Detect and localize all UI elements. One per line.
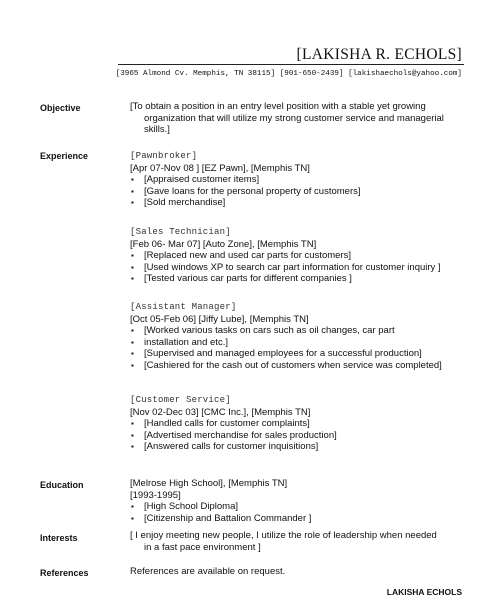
job-title: [Sales Technician]: [130, 227, 231, 237]
job-meta: [Oct 05-Feb 06] [Jiffy Lube], [Memphis TN]: [130, 313, 309, 325]
list-item: ▪ [Tested various car parts for different companies ]: [130, 273, 441, 285]
objective-line: organization that will utilize my strong customer service and managerial: [144, 112, 444, 124]
section-label-references: References: [40, 568, 89, 578]
job-duties: [130, 174, 361, 209]
job-meta: [Apr 07-Nov 08 ] [EZ Pawn], [Memphis TN]: [130, 162, 310, 174]
resume-name: [LAKISHA R. ECHOLS]: [296, 46, 462, 63]
list-item: ▪ [Supervised and managed employees for a successful production]: [130, 348, 442, 360]
school-name: [Melrose High School], [Memphis TN]: [130, 478, 288, 489]
interests-text: [130, 530, 437, 553]
objective-line: [To obtain a position in an entry level position with a stable yet growing: [130, 101, 426, 112]
list-item: ▪ [High School Diploma]: [130, 501, 311, 513]
list-item: ▪ [Used windows XP to search car part information for customer inquiry ]: [130, 262, 441, 274]
job-entry: [130, 151, 361, 209]
section-label-interests: Interests: [40, 533, 78, 543]
section-label-experience: Experience: [40, 151, 89, 161]
list-item: ▪ [Worked various tasks on cars such as oil changes, car part: [130, 325, 442, 337]
header-rule: [118, 64, 464, 65]
list-item: ▪ [Appraised customer items]: [130, 174, 361, 186]
education-details: [130, 501, 311, 524]
section-label-objective: Objective: [40, 103, 81, 113]
interests-line: [ I enjoy meeting new people, I utilize the role of leadership when needed: [130, 530, 437, 541]
job-meta: [Feb 06- Mar 07] [Auto Zone], [Memphis TN]: [130, 238, 317, 250]
school-years: [1993-1995]: [130, 489, 181, 501]
list-item: ▪ [Handled calls for customer complaints]: [130, 418, 337, 430]
list-item: ▪ [Sold merchandise]: [130, 197, 361, 209]
job-title: [Customer Service]: [130, 395, 231, 405]
job-entry: [130, 302, 442, 371]
list-item: ▪ installation and etc.]: [130, 337, 442, 349]
interests-line: in a fast pace environment ]: [144, 541, 261, 553]
list-item: ▪ [Cashiered for the cash out of customers when service was completed]: [130, 360, 442, 372]
education-entry: [130, 478, 311, 524]
job-meta: [Nov 02-Dec 03] [CMC Inc.], [Memphis TN]: [130, 406, 311, 418]
job-title: [Pawnbroker]: [130, 151, 198, 161]
job-duties: [130, 325, 442, 371]
job-duties: [130, 418, 337, 453]
objective-text: [130, 101, 444, 136]
list-item: ▪ [Gave loans for the personal property of customers]: [130, 186, 361, 198]
objective-line: skills.]: [144, 124, 170, 135]
list-item: ▪ [Replaced new and used car parts for customers]: [130, 250, 441, 262]
list-item: ▪ [Citizenship and Battalion Commander ]: [130, 513, 311, 525]
job-entry: [130, 227, 441, 285]
contact-line: [3965 Almond Cv. Memphis, TN 38115] [901-650-2439] [lakishaechols@yahoo.com]: [115, 70, 462, 78]
section-label-education: Education: [40, 480, 84, 490]
list-item: ▪ [Answered calls for customer inquisitions]: [130, 441, 337, 453]
job-duties: [130, 250, 441, 285]
list-item: ▪ [Advertised merchandise for sales production]: [130, 430, 337, 442]
job-entry: [130, 395, 337, 453]
job-title: [Assistant Manager]: [130, 302, 237, 312]
references-text: References are available on request.: [130, 566, 286, 577]
footer-name: LAKISHA ECHOLS: [386, 587, 462, 597]
